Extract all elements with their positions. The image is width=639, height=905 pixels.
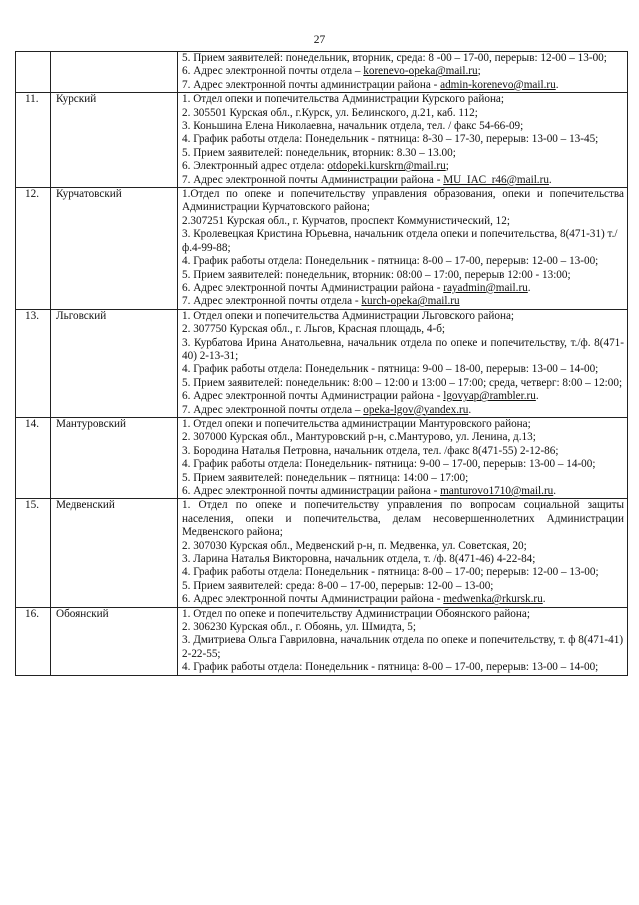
department-info	[178, 607, 628, 675]
guardianship-departments-table	[15, 51, 628, 676]
info-text: 6. Электронный адрес отдела:	[182, 160, 328, 173]
info-text: 5. Прием заявителей: понедельник – пятница: 14:00 – 17:00;	[182, 471, 469, 484]
table-row	[16, 188, 628, 310]
info-text: 5. Прием заявителей: понедельник, вторник, среда: 8 -00 – 17-00, перерыв: 12-00 – 13-00;	[182, 52, 607, 64]
info-line	[182, 295, 624, 308]
info-text: 2. 305501 Курская обл., г.Курск, ул. Белинского, д.21, каб. 112;	[182, 106, 478, 119]
info-text: ;	[477, 65, 481, 78]
info-text: .	[468, 403, 472, 416]
info-text: 2. 307030 Курская обл., Медвенский р-н, п. Медвенка, ул. Советская, 20;	[182, 539, 527, 552]
info-line	[182, 377, 624, 390]
email-link[interactable]: rayadmin@mail.ru	[443, 281, 528, 294]
info-text: 2. 306230 Курская обл., г. Обоянь, ул. Шмидта, 5;	[182, 621, 416, 634]
email-link[interactable]: korenevo-opeka@mail.ru	[363, 65, 478, 78]
info-text: 3. Кролевецкая Кристина Юрьевна, начальник отдела опеки и попечительства, 8(471-31) т./ф.4-99-88;	[182, 228, 618, 254]
row-number: 16.	[16, 607, 51, 675]
info-text: 6. Адрес электронной почты отдела –	[182, 65, 364, 78]
info-text: 7. Адрес электронной почты отдела -	[182, 295, 362, 308]
info-text: 3. Дмитриева Ольга Гавриловна, начальник отдела по опеке и попечительству, т. ф 8(471-41) 2-22-55;	[182, 634, 624, 660]
department-info	[178, 188, 628, 310]
district-name: Льговский	[51, 309, 178, 417]
info-line	[182, 79, 624, 92]
table-body	[16, 52, 628, 676]
district-name: Мантуровский	[51, 417, 178, 498]
info-text: 1. Отдел опеки и попечительства Администрации Льговского района;	[182, 309, 515, 322]
info-text: .	[553, 485, 557, 497]
info-text: 7. Адрес электронной почты администрации района -	[182, 78, 441, 91]
department-info	[178, 52, 628, 93]
email-link[interactable]: kurch-opeka@mail.ru	[361, 295, 460, 308]
info-text: 7. Адрес электронной почты Администрации района -	[182, 173, 444, 186]
email-link[interactable]: medwenka@rkursk.ru	[443, 593, 543, 606]
info-line	[182, 65, 624, 78]
info-text: .	[555, 78, 559, 91]
info-text: 6. Адрес электронной почты Администрации района -	[182, 390, 444, 403]
info-line	[182, 431, 624, 444]
info-line	[182, 107, 624, 120]
info-line	[182, 282, 624, 295]
district-name	[51, 52, 178, 93]
info-text: 4. График работы отдела: Понедельник- пятница: 9-00 – 17-00, перерыв: 13-00 – 14-00;	[182, 458, 596, 471]
info-line	[182, 188, 624, 215]
info-text: 6. Адрес электронной почты администрации района -	[182, 485, 441, 497]
district-name: Курчатовский	[51, 188, 178, 310]
info-line	[182, 255, 624, 268]
info-text: 4. График работы отдела: Понедельник - пятница: 9-00 – 18-00, перерыв: 13-00 – 14-00;	[182, 363, 599, 376]
info-line	[182, 93, 624, 106]
info-line	[182, 553, 624, 566]
info-line	[182, 363, 624, 376]
row-number: 14.	[16, 417, 51, 498]
info-text: .	[535, 390, 539, 403]
info-line	[182, 472, 624, 485]
info-line	[182, 499, 624, 539]
table-row	[16, 607, 628, 675]
info-line	[182, 621, 624, 634]
department-info	[178, 499, 628, 607]
info-text: ;	[445, 160, 449, 173]
info-line	[182, 337, 624, 364]
info-line	[182, 593, 624, 606]
info-line	[182, 310, 624, 323]
table-row	[16, 52, 628, 93]
email-link[interactable]: admin-korenevo@mail.ru	[440, 78, 556, 91]
info-text: .	[542, 593, 546, 606]
info-text: 6. Адрес электронной почты Администрации района -	[182, 593, 444, 606]
info-text: 1.Отдел по опеке и попечительству управления образования, опеки и попечительства Администрации Курчатовского района;	[182, 188, 624, 214]
info-line	[182, 580, 624, 593]
info-text: 3. Ларина Наталья Викторовна, начальник отдела, т. /ф. 8(471-46) 4-22-84;	[182, 553, 536, 566]
info-text: 4. График работы отдела: Понедельник - пятница: 8-00 – 17-00, перерыв: 12-00 – 13-00;	[182, 255, 599, 268]
table-row	[16, 417, 628, 498]
info-text: 6. Адрес электронной почты Администрации района -	[182, 281, 444, 294]
info-line	[182, 215, 624, 228]
info-text: 1. Отдел по опеке и попечительству Администрации Обоянского района;	[182, 607, 530, 620]
info-line	[182, 458, 624, 471]
table-row	[16, 499, 628, 607]
info-text: 4. График работы отдела: Понедельник - пятница: 8-00 – 17-00; перерыв: 12-00 – 13-00;	[182, 566, 599, 579]
row-number	[16, 52, 51, 93]
district-name: Обоянский	[51, 607, 178, 675]
email-link[interactable]: lgovyap@rambler.ru	[443, 390, 536, 403]
info-line	[182, 485, 624, 498]
info-text: 3. Коньшина Елена Николаевна, начальник отдела, тел. / факс 54-66-09;	[182, 120, 524, 133]
info-text: 5. Прием заявителей: понедельник, вторник: 08:00 – 17:00, перерыв 12:00 - 13:00;	[182, 268, 571, 281]
info-text: .	[548, 173, 552, 186]
row-number: 11.	[16, 93, 51, 188]
info-line	[182, 445, 624, 458]
email-link[interactable]: MU_IAC_r46@mail.ru	[443, 173, 549, 186]
info-text: 2. 307000 Курская обл., Мантуровский р-н, с.Мантурово, ул. Ленина, д.13;	[182, 431, 536, 444]
info-text: 5. Прием заявителей: среда: 8-00 – 17-00, перерыв: 12-00 – 13-00;	[182, 579, 494, 592]
info-text: 7. Адрес электронной почты отдела –	[182, 403, 364, 416]
email-link[interactable]: opeka-lgov@yandex.ru	[363, 403, 469, 416]
info-line	[182, 228, 624, 255]
info-line	[182, 661, 624, 674]
info-text: 2. 307750 Курская обл., г. Льгов, Красная площадь, 4-б;	[182, 323, 445, 336]
row-number: 13.	[16, 309, 51, 417]
info-line	[182, 323, 624, 336]
district-name: Курский	[51, 93, 178, 188]
info-text: 1. Отдел опеки и попечительства администрации Мантуровского района;	[182, 417, 531, 430]
row-number: 12.	[16, 188, 51, 310]
info-line	[182, 174, 624, 187]
email-link[interactable]: otdopeki.kurskrn@mail.ru	[327, 160, 446, 173]
department-info	[178, 93, 628, 188]
info-line	[182, 133, 624, 146]
info-line	[182, 269, 624, 282]
info-text: 1. Отдел опеки и попечительства Администрации Курского района;	[182, 93, 505, 106]
info-line	[182, 52, 624, 65]
info-text: 2.307251 Курская обл., г. Курчатов, проспект Коммунистический, 12;	[182, 214, 510, 227]
info-text: 3. Бородина Наталья Петровна, начальник отдела, тел. /факс 8(471-55) 2-12-86;	[182, 444, 559, 457]
info-text: 4. График работы отдела: Понедельник - пятница: 8-30 – 17-30, перерыв: 13-00 – 13-45;	[182, 133, 599, 146]
info-text: .	[527, 281, 531, 294]
department-info	[178, 417, 628, 498]
district-name: Медвенский	[51, 499, 178, 607]
email-link[interactable]: manturovo1710@mail.ru	[440, 485, 554, 497]
info-text: 4. График работы отдела: Понедельник - пятница: 8-00 – 17-00, перерыв: 13-00 – 14-00;	[182, 661, 599, 674]
info-text: 5. Прием заявителей: понедельник, вторник: 8.30 – 13.00;	[182, 146, 456, 159]
table-row	[16, 93, 628, 188]
info-line	[182, 540, 624, 553]
info-line	[182, 120, 624, 133]
department-info	[178, 309, 628, 417]
info-text: 5. Прием заявителей: понедельник: 8:00 – 12:00 и 13:00 – 17:00; среда, четверг: 8:00 – 12:00;	[182, 376, 623, 389]
info-line	[182, 418, 624, 431]
info-line	[182, 566, 624, 579]
info-line	[182, 608, 624, 621]
info-line	[182, 160, 624, 173]
info-text: 3. Курбатова Ирина Анатольевна, начальник отдела по опеке и попечительству, т./ф. 8(471-40) 2-13-31;	[182, 336, 624, 362]
info-text: 1. Отдел по опеке и попечительству управления по вопросам социальной защиты населения, опеки и попечительства, делам несовершеннолетних Администрации Медвенского района;	[182, 499, 624, 539]
row-number: 15.	[16, 499, 51, 607]
info-line	[182, 634, 624, 661]
info-line	[182, 404, 624, 417]
info-line	[182, 390, 624, 403]
info-line	[182, 147, 624, 160]
page-number: 27	[313, 34, 326, 46]
table-row	[16, 309, 628, 417]
